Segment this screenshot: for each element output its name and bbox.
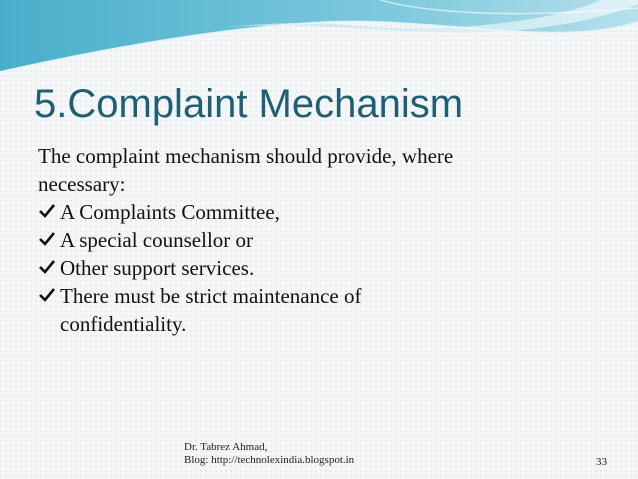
bullet-text: Other support services.	[60, 256, 255, 280]
footer-blog-link[interactable]: Blog: http://technolexindia.blogspot.in	[184, 454, 355, 466]
arrow-check-icon	[38, 202, 56, 220]
arrow-check-icon	[38, 230, 56, 248]
slide-body	[38, 142, 578, 338]
arrow-check-icon	[38, 286, 56, 304]
intro-paragraph	[38, 142, 578, 198]
intro-line-1: The complaint mechanism should provide, where	[38, 144, 454, 168]
intro-line-2: necessary:	[38, 172, 126, 196]
list-item	[38, 226, 578, 254]
list-item	[38, 198, 578, 226]
list-item	[38, 282, 578, 338]
bullet-text: A special counsellor or	[60, 228, 254, 252]
footer-author: Dr. Tabrez Ahmad,	[184, 441, 268, 453]
header-swoosh-decoration	[0, 0, 638, 80]
bullet-text-line-1: There must be strict maintenance of	[60, 284, 362, 308]
bullet-text: A Complaints Committee,	[60, 200, 280, 224]
slide-title: 5.Complaint Mechanism	[34, 82, 464, 126]
bullet-text-line-2: confidentiality.	[60, 312, 187, 336]
bullet-list	[38, 198, 578, 338]
page-number: 33	[596, 456, 607, 468]
footer-credit	[184, 441, 354, 467]
list-item	[38, 254, 578, 282]
arrow-check-icon	[38, 258, 56, 276]
